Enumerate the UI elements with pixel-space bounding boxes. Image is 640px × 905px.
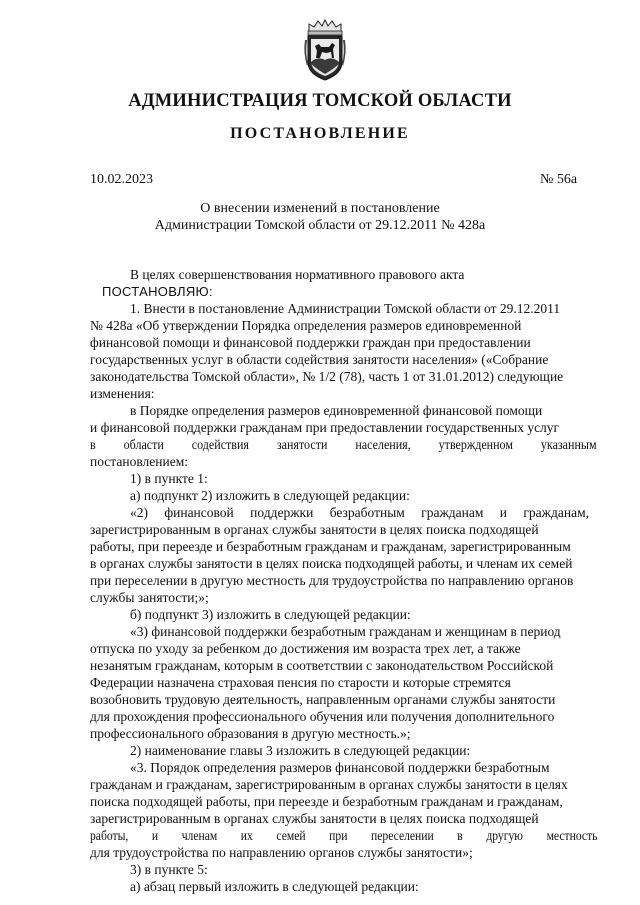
document-date: 10.02.2023 [90, 172, 153, 187]
body-line: зарегистрированным в органах службы занятости в целях поиска подходящей [90, 811, 539, 826]
body-line: в Порядке определения размеров единовременной финансовой помощи [130, 403, 543, 418]
body-line: государственных услуг в области содействия занятости населения» («Собрание [90, 352, 549, 367]
body-line: Федерации назначена страховая пенсия по старости и которые стремятся [90, 675, 511, 690]
body-line: а) абзац первый изложить в следующей редакции: [130, 879, 419, 894]
body-line: работы, при переезде и безработным гражданам и гражданам, зарегистрированным [90, 539, 571, 554]
document-body [90, 266, 597, 895]
subject-line: О внесении изменений в постановление [200, 201, 440, 216]
body-line: финансовой помощи и финансовой поддержки граждан при предоставлении [90, 335, 531, 350]
body-line: работы, и членам их семей при переселении в другую местность [90, 828, 598, 843]
body-line: для прохождения профессионального обучения или получения дополнительного [90, 709, 555, 724]
body-line: возобновить трудовую деятельность, направленным органами службы занятости [90, 692, 556, 707]
body-line: в органах службы занятости в целях поиска подходящей работы, и членам их семей [90, 556, 573, 571]
resolution-word: ПОСТАНОВЛЯЮ: [102, 284, 213, 299]
body-line: 2) наименование главы 3 изложить в следующей редакции: [130, 743, 471, 758]
body-line: изменения: [90, 386, 155, 401]
body-line: и финансовой поддержки гражданам при предоставлении государственных услуг [90, 420, 560, 435]
subject-line: Администрации Томской области от 29.12.2011 № 428а [154, 218, 486, 233]
body-line: постановлением: [90, 454, 188, 469]
body-line: «2) финансовой поддержки безработным гражданам и гражданам, [130, 505, 589, 520]
body-line: 1) в пункте 1: [130, 471, 208, 486]
body-line: зарегистрированным в органах службы занятости в целях поиска подходящей [90, 522, 539, 537]
body-line: отпуска по уходу за ребенком до достижения им возраста трех лет, а также [90, 641, 521, 656]
organization-title: АДМИНИСТРАЦИЯ ТОМСКОЙ ОБЛАСТИ [128, 91, 512, 111]
body-line: а) подпункт 2) изложить в следующей редакции: [130, 488, 410, 503]
body-line: поиска подходящей работы, при переезде и безработным гражданам и гражданам, [90, 794, 563, 809]
body-line: незанятым гражданам, которым в соответствии с законодательством Российской [90, 658, 554, 673]
body-line: при переселении в другую местность для трудоустройства по направлению органов [90, 573, 574, 588]
body-line: профессионального образования в другую местность.»; [90, 726, 411, 741]
body-line: № 428а «Об утверждении Порядка определения размеров единовременной [90, 318, 522, 333]
body-line: для трудоустройства по направлению органов службы занятости»; [90, 845, 473, 860]
tomsk-coat-of-arms-icon [302, 18, 348, 82]
body-line: В целях совершенствования нормативного правового акта [130, 267, 465, 282]
body-line: службы занятости;»; [90, 590, 209, 605]
body-line: 1. Внести в постановление Администрации Томской области от 29.12.2011 [130, 301, 561, 316]
body-line: 3) в пункте 5: [130, 862, 208, 877]
body-line: б) подпункт 3) изложить в следующей редакции: [130, 607, 411, 622]
body-line: гражданам и гражданам, зарегистрированным в органах службы занятости в целях [90, 777, 568, 792]
document-type: ПОСТАНОВЛЕНИЕ [230, 125, 410, 142]
body-line: «3. Порядок определения размеров финансовой поддержки безработным [130, 760, 550, 775]
document-number: № 56а [540, 172, 578, 187]
body-line: законодательства Томской области», № 1/2 (78), часть 1 от 31.01.2012) следующие [90, 369, 564, 384]
document-subject [0, 200, 640, 234]
body-line: «3) финансовой поддержки безработным гражданам и женщинам в период [130, 624, 561, 639]
body-line: в области содействия занятости населения, утвержденном указанным [90, 437, 597, 452]
